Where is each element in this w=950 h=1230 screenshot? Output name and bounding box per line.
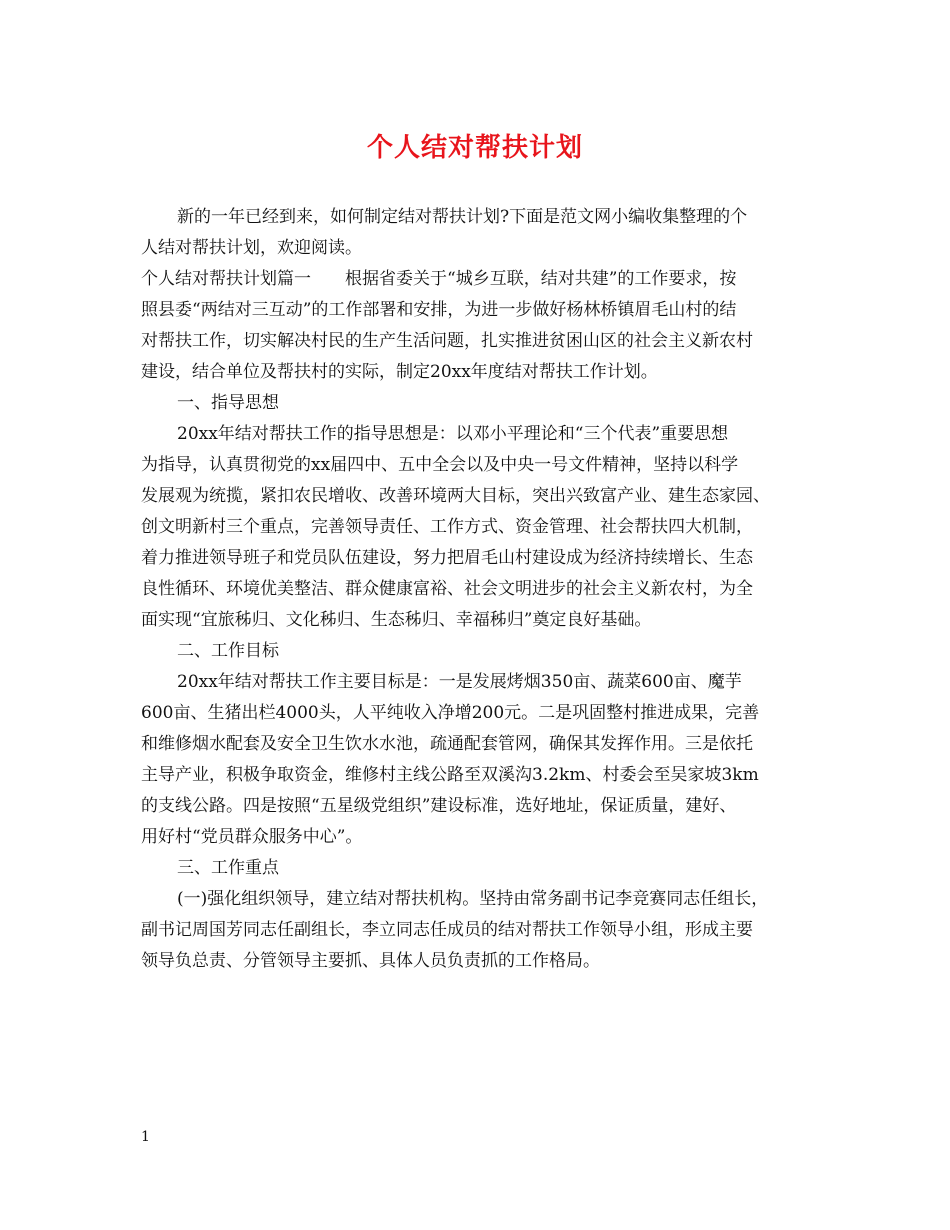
body-line: 新的一年已经到来，如何制定结对帮扶计划?下面是范文网小编收集整理的个	[177, 207, 748, 227]
body-line: 着力推进领导班子和党员队伍建设，努力把眉毛山村建设成为经济持续增长、生态	[141, 548, 753, 568]
body-line: 600亩、生猪出栏4000头，人平纯收入净增200元。二是巩固整村推进成果，完善	[141, 703, 760, 723]
body-line: 用好村“党员群众服务中心”。	[141, 827, 363, 847]
body-line: 建设，结合单位及帮扶村的实际，制定20xx年度结对帮扶工作计划。	[141, 362, 658, 382]
body-line: 20xx年结对帮扶工作的指导思想是：以邓小平理论和“三个代表”重要思想	[177, 424, 729, 444]
body-line: 照县委“两结对三互动”的工作部署和安排，为进一步做好杨林桥镇眉毛山村的结	[141, 300, 737, 320]
body-line: 人结对帮扶计划，欢迎阅读。	[141, 238, 362, 258]
section-heading: 二、工作目标	[177, 641, 279, 661]
body-line: 和维修烟水配套及安全卫生饮水水池，疏通配套管网，确保其发挥作用。三是依托	[141, 734, 753, 754]
body-line: 良性循环、环境优美整洁、群众健康富裕、社会文明进步的社会主义新农村，为全	[141, 579, 753, 599]
body-line: 创文明新村三个重点，完善领导责任、工作方式、资金管理、社会帮扶四大机制，	[141, 517, 753, 537]
body-line: 对帮扶工作，切实解决村民的生产生活问题，扎实推进贫困山区的社会主义新农村	[141, 331, 753, 351]
body-line: 个人结对帮扶计划篇一 根据省委关于“城乡互联，结对共建”的工作要求，按	[141, 269, 737, 289]
body-line: (一)强化组织领导，建立结对帮扶机构。坚持由常务副书记李竞赛同志任组长，	[177, 889, 769, 909]
body-line: 面实现“宜旅秭归、文化秭归、生态秭归、幸福秭归”奠定良好基础。	[141, 610, 652, 630]
section-heading: 三、工作重点	[177, 858, 279, 878]
section-heading: 一、指导思想	[177, 393, 279, 413]
body-line: 主导产业，积极争取资金，维修村主线公路至双溪沟3.2km、村委会至吴家坡3km	[141, 765, 759, 785]
body-line: 20xx年结对帮扶工作主要目标是：一是发展烤烟350亩、蔬菜600亩、魔芋	[177, 672, 742, 692]
body-line: 为指导，认真贯彻党的xx届四中、五中全会以及中央一号文件精神，坚持以科学	[141, 455, 739, 475]
body-line: 的支线公路。四是按照“五星级党组织”建设标准，选好地址，保证质量，建好、	[141, 796, 737, 816]
document-body	[141, 202, 821, 977]
body-line: 发展观为统揽，紧扣农民增收、改善环境两大目标，突出兴致富产业、建生态家园、	[141, 486, 770, 506]
body-line: 领导负总责、分管领导主要抓、具体人员负责抓的工作格局。	[141, 951, 600, 971]
page-number: 1	[141, 1129, 150, 1145]
body-line: 副书记周国芳同志任副组长，李立同志任成员的结对帮扶工作领导小组，形成主要	[141, 920, 753, 940]
document-title: 个人结对帮扶计划	[366, 133, 583, 163]
